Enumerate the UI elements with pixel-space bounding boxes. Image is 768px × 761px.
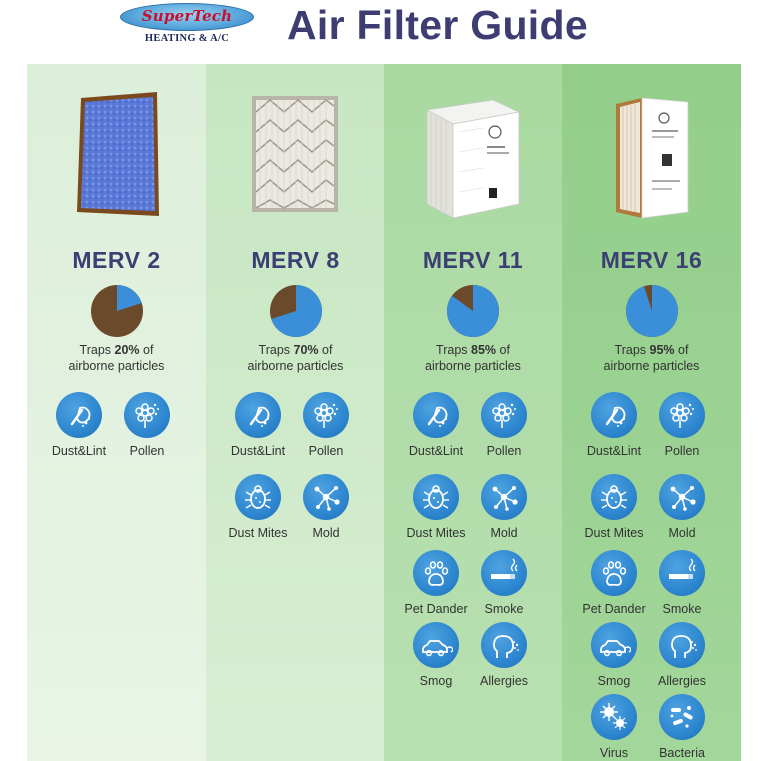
efficiency-pie: [269, 284, 323, 338]
supertech-logo: [118, 3, 258, 47]
traps-line2: airborne particles: [247, 359, 344, 373]
traps-line2: airborne particles: [68, 359, 165, 373]
dust-mite-icon: [235, 474, 281, 520]
dust-lint-icon: [235, 392, 281, 438]
contaminant-label: Pollen: [308, 444, 344, 458]
contaminant-item: [644, 550, 720, 620]
contaminant-item: [644, 392, 720, 462]
car-exhaust-icon: [413, 622, 459, 668]
dust-mite-icon: [413, 474, 459, 520]
contaminant-label: Smoke: [662, 602, 702, 616]
contaminant-item: [644, 474, 720, 544]
traps-text: [384, 342, 562, 374]
contaminant-label: Pet Dander: [404, 602, 468, 616]
contaminant-label: Dust&Lint: [51, 444, 107, 458]
pollen-icon: [303, 392, 349, 438]
dust-mite-icon: [591, 474, 637, 520]
dust-lint-icon: [413, 392, 459, 438]
traps-percent: 95%: [649, 343, 675, 357]
traps-prefix: Traps: [614, 343, 650, 357]
contaminant-item: [644, 622, 720, 692]
contaminant-item: [466, 550, 542, 620]
merv-rating: MERV 8: [251, 247, 340, 273]
column-merv-2: [27, 64, 206, 761]
mold-icon: [659, 474, 705, 520]
cigarette-icon: [481, 550, 527, 596]
pie-slice-trapped: [626, 285, 678, 337]
traps-percent: 70%: [293, 343, 319, 357]
column-merv-11: [384, 64, 562, 761]
pollen-icon: [124, 392, 170, 438]
traps-prefix: Traps: [436, 343, 472, 357]
traps-line2: airborne particles: [603, 359, 700, 373]
contaminant-label: Allergies: [480, 674, 528, 688]
efficiency-pie: [90, 284, 144, 338]
mold-icon: [303, 474, 349, 520]
filter-columns: [27, 64, 741, 761]
traps-suffix: of: [674, 343, 689, 357]
traps-text: [27, 342, 206, 374]
traps-suffix: of: [139, 343, 154, 357]
traps-suffix: of: [318, 343, 333, 357]
traps-text: [562, 342, 741, 374]
logo-name: SuperTech: [141, 7, 233, 25]
traps-percent: 85%: [471, 343, 497, 357]
paw-icon: [591, 550, 637, 596]
contaminant-label: Pollen: [129, 444, 165, 458]
efficiency-pie: [446, 284, 500, 338]
paw-icon: [413, 550, 459, 596]
merv-rating: MERV 2: [72, 247, 161, 273]
column-merv-16: [562, 64, 741, 761]
cigarette-icon: [659, 550, 705, 596]
pleated-filter-image: [246, 92, 346, 222]
pollen-icon: [659, 392, 705, 438]
traps-prefix: Traps: [79, 343, 115, 357]
bacteria-icon: [659, 694, 705, 740]
contaminant-label: Bacteria: [659, 746, 705, 760]
contaminant-label: Dust&Lint: [408, 444, 464, 458]
contaminant-label: Smog: [419, 674, 453, 688]
fiberglass-filter-image: [67, 92, 167, 222]
dust-lint-icon: [591, 392, 637, 438]
contaminant-label: Dust Mites: [228, 526, 288, 540]
contaminant-label: Pollen: [664, 444, 700, 458]
sneeze-head-icon: [659, 622, 705, 668]
merv-rating: MERV 16: [600, 247, 703, 273]
traps-prefix: Traps: [258, 343, 294, 357]
dust-lint-icon: [56, 392, 102, 438]
contaminant-item: [466, 622, 542, 692]
traps-suffix: of: [496, 343, 510, 357]
contaminant-label: Pollen: [486, 444, 522, 458]
contaminant-label: Mold: [668, 526, 696, 540]
contaminant-label: Virus: [599, 746, 629, 760]
sneeze-head-icon: [481, 622, 527, 668]
car-exhaust-icon: [591, 622, 637, 668]
traps-line2: airborne particles: [425, 359, 521, 373]
contaminant-label: Dust&Lint: [586, 444, 642, 458]
media-filter-image: [602, 92, 702, 222]
contaminant-label: Pet Dander: [582, 602, 646, 616]
contaminant-item: [109, 392, 185, 462]
box-filter-image: [423, 92, 523, 222]
virus-icon: [591, 694, 637, 740]
efficiency-pie: [625, 284, 679, 338]
contaminant-item: [466, 474, 542, 544]
contaminant-label: Mold: [490, 526, 518, 540]
contaminant-item: [466, 392, 542, 462]
contaminant-item: [288, 392, 364, 462]
contaminant-label: Mold: [312, 526, 340, 540]
contaminant-label: Dust Mites: [406, 526, 466, 540]
page-title: Air Filter Guide: [287, 2, 588, 48]
header: [0, 0, 768, 64]
logo-tagline: HEATING & A/C: [144, 33, 230, 44]
contaminant-label: Smoke: [484, 602, 524, 616]
contaminant-item: [644, 694, 720, 761]
contaminant-label: Allergies: [658, 674, 706, 688]
column-merv-8: [206, 64, 385, 761]
traps-text: [206, 342, 385, 374]
mold-icon: [481, 474, 527, 520]
contaminant-label: Dust&Lint: [230, 444, 286, 458]
contaminant-label: Dust Mites: [584, 526, 644, 540]
contaminant-item: [288, 474, 364, 544]
traps-percent: 20%: [114, 343, 140, 357]
contaminant-label: Smog: [597, 674, 631, 688]
pollen-icon: [481, 392, 527, 438]
merv-rating: MERV 11: [422, 247, 524, 273]
